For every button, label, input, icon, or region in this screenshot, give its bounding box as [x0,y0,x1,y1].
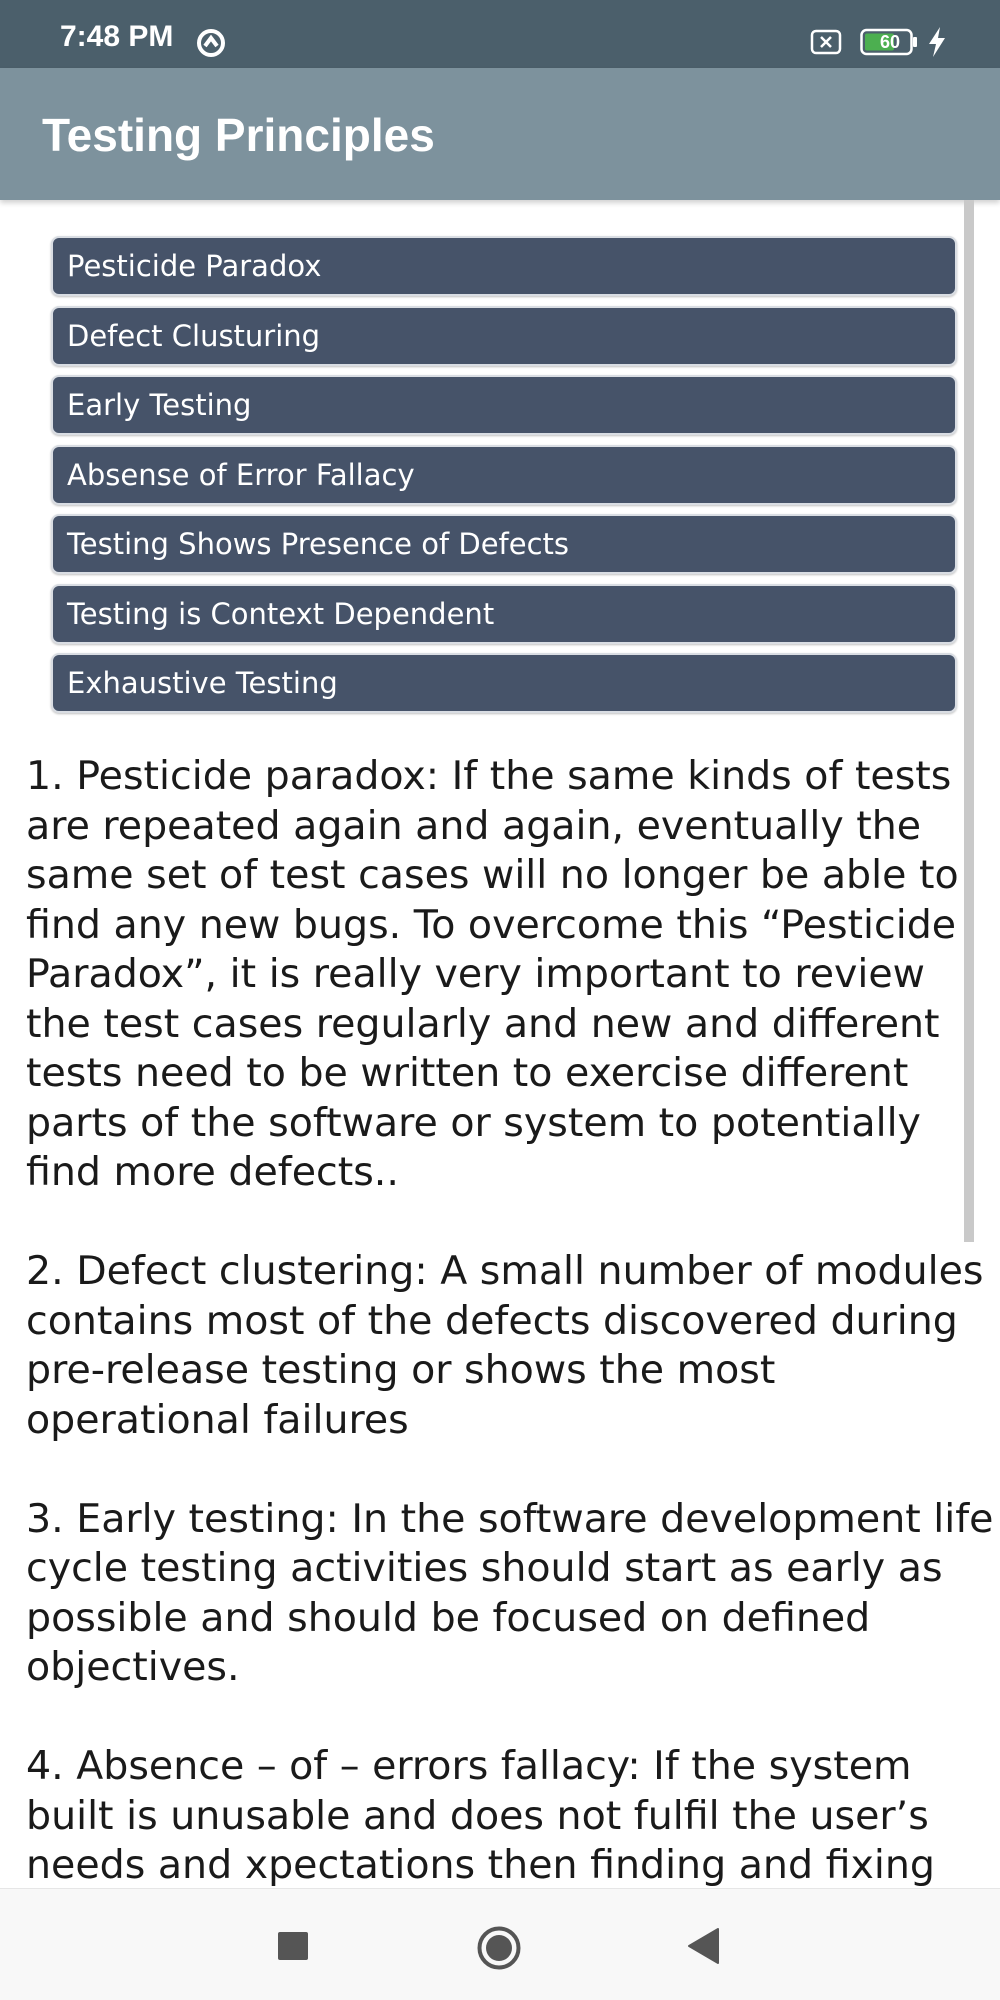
page-title: Testing Principles [42,109,435,161]
principles-text [26,752,994,1888]
content-scroll-area[interactable] [0,200,1000,1888]
charging-bolt-icon [926,26,948,58]
status-time: 7:48 PM [60,20,174,53]
scrollbar[interactable] [964,200,974,1242]
home-circle-icon[interactable] [476,1925,522,1971]
topic-button-context-dependent[interactable]: Testing is Context Dependent [51,584,957,644]
topic-button-defect-clustering[interactable]: Defect Clusturing [51,306,957,366]
app-notification-icon [196,28,226,58]
recents-square-icon[interactable] [278,1932,308,1960]
paragraph-defect-clustering: 2. Defect clustering: A small number of modules contains most of the defects discovered during pre-release testing or shows the most operational failures [26,1248,984,1443]
app-bar [0,68,1000,200]
paragraph-absence-of-errors-fallacy: 4. Absence – of – errors fallacy: If the system built is unusable and does not fulfil the user’s needs and xpectations then finding and fixing [26,1743,935,1888]
no-sim-icon [810,28,842,56]
topic-button-pesticide-paradox[interactable]: Pesticide Paradox [51,236,957,296]
topic-list [51,236,957,723]
topic-button-early-testing[interactable]: Early Testing [51,375,957,435]
topic-button-presence-of-defects[interactable]: Testing Shows Presence of Defects [51,514,957,574]
status-bar [0,0,1000,68]
paragraph-pesticide-paradox: 1. Pesticide paradox: If the same kinds of tests are repeated again and again, eventually the same set of test cases will no longer be able to find any new bugs. To overcome this “Pesticide Paradox”, it is really very important to review the test cases regularly and new and different tests need to be written to exercise different parts of the software or system to potentially find more defects.. [26,753,959,1195]
battery-icon [860,28,918,56]
topic-button-exhaustive-testing[interactable]: Exhaustive Testing [51,653,957,713]
paragraph-early-testing: 3. Early testing: In the software development life cycle testing activities should start as early as possible and should be focused on defined objectives. [26,1495,994,1690]
back-triangle-icon[interactable] [686,1927,720,1965]
battery-level: 60 [879,32,901,52]
topic-button-absence-of-error-fallacy[interactable]: Absense of Error Fallacy [51,445,957,505]
system-nav-bar [0,1888,1000,2000]
